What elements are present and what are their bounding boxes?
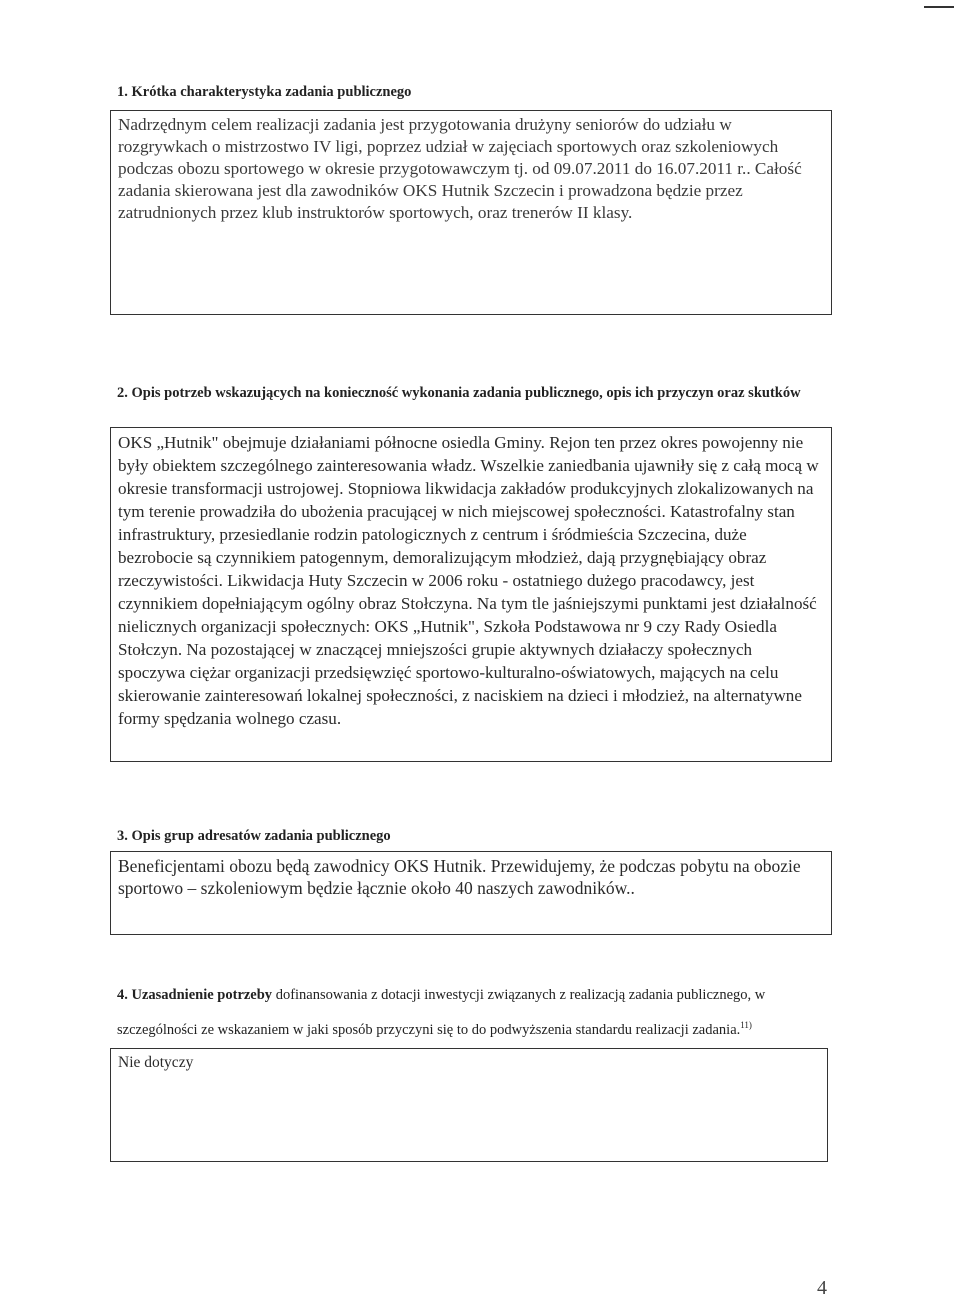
section-1-number: 1. bbox=[117, 84, 128, 100]
corner-mark bbox=[924, 6, 954, 8]
section-3-content: Beneficjentami obozu będą zawodnicy OKS Hutnik. Przewidujemy, że podczas pobytu na obozie sportowo – szkoleniowym będzie łącznie około 40 naszych zawodników.. bbox=[118, 856, 801, 898]
section-2-title bbox=[117, 378, 837, 408]
section-1-content: Nadrzędnym celem realizacji zadania jest przygotowania drużyny seniorów do udziału w rozgrywkach o mistrzostwo IV ligi, poprzez udział w zajęciach sportowych oraz szkoleniowych podczas obozu sportowego w okresie przygotowawczym tj. od 09.07.2011 do 16.07.2011 r.. Całość zadania skierowana jest dla zawodników OKS Hutnik Szczecin i prowadzona będzie przez zatrudnionych przez klub instruktorów sportowych, oraz trenerów II klasy. bbox=[118, 115, 802, 222]
section-1-heading: Krótka charakterystyka zadania publicznego bbox=[131, 84, 412, 100]
section-2-heading: Opis potrzeb wskazujących na konieczność wykonania zadania publicznego, opis ich przyczyn oraz skutków bbox=[131, 385, 801, 401]
section-3-heading: Opis grup adresatów zadania publicznego bbox=[131, 828, 391, 844]
section-4-heading-rest: dofinansowania z dotacji inwestycji związanych z realizacją zadania publicznego, w szczególności ze wskazaniem w jaki sposób przyczyni się to do podwyższenia standardu realizacji zadania. bbox=[117, 987, 766, 1038]
section-4-content: Nie dotyczy bbox=[118, 1054, 194, 1071]
section-3-number: 3. bbox=[117, 828, 128, 844]
section-3-box bbox=[110, 851, 832, 935]
section-1-box bbox=[110, 110, 832, 315]
section-2-number: 2. bbox=[117, 385, 128, 401]
section-1-title bbox=[117, 84, 411, 101]
section-4-title bbox=[117, 980, 847, 1045]
section-2-box bbox=[110, 427, 832, 762]
section-4-heading: Uzasadnienie potrzeby bbox=[131, 987, 273, 1003]
page-number: 4 bbox=[817, 1277, 827, 1299]
section-4-number: 4. bbox=[117, 987, 128, 1003]
section-2-content: OKS „Hutnik" obejmuje działaniami północne osiedla Gminy. Rejon ten przez okres powojenny nie były obiektem szczególnego zainteresowania władz. Wszelkie zaniedbania ujawniły się z całą mocą w okresie transformacji ustrojowej. Stopniowa likwidacja zakładów produkcyjnych zlokalizowanych na tym terenie prowadziła do ubożenia pracującej w nich miejscowej społeczności. Katastrofalny stan infrastruktury, przesiedlanie rodzin patologicznych z centrum i śródmieścia Szczecina, duże bezrobocie są czynnikiem patogennym, demoralizującym młodzież, dają przygnębiający obraz rzeczywistości. Likwidacja Huty Szczecin w 2006 roku - ostatniego dużego pracodawcy, jest czynnikiem dopełniającym ogólny obraz Stołczyna. Na tym tle jaśniejszymi punktami jest działalność nielicznych organizacji społecznych: OKS „Hutnik", Szkoła Podstawowa nr 9 czy Rady Osiedla Stołczyn. Na pozostającej w znaczącej mniejszości grupie aktywnych działaczy społecznych spoczywa ciężar organizacji przedsięwzięć sportowo-kulturalno-oświatowych, mających na celu skierowanie zainteresowań lokalnej społeczności, z naciskiem na dzieci i młodzież, na alternatywne formy spędzania wolnego czasu. bbox=[118, 433, 819, 728]
section-3-title bbox=[117, 828, 391, 845]
section-4-footnote: 11) bbox=[740, 1020, 752, 1030]
section-4-box bbox=[110, 1048, 828, 1162]
